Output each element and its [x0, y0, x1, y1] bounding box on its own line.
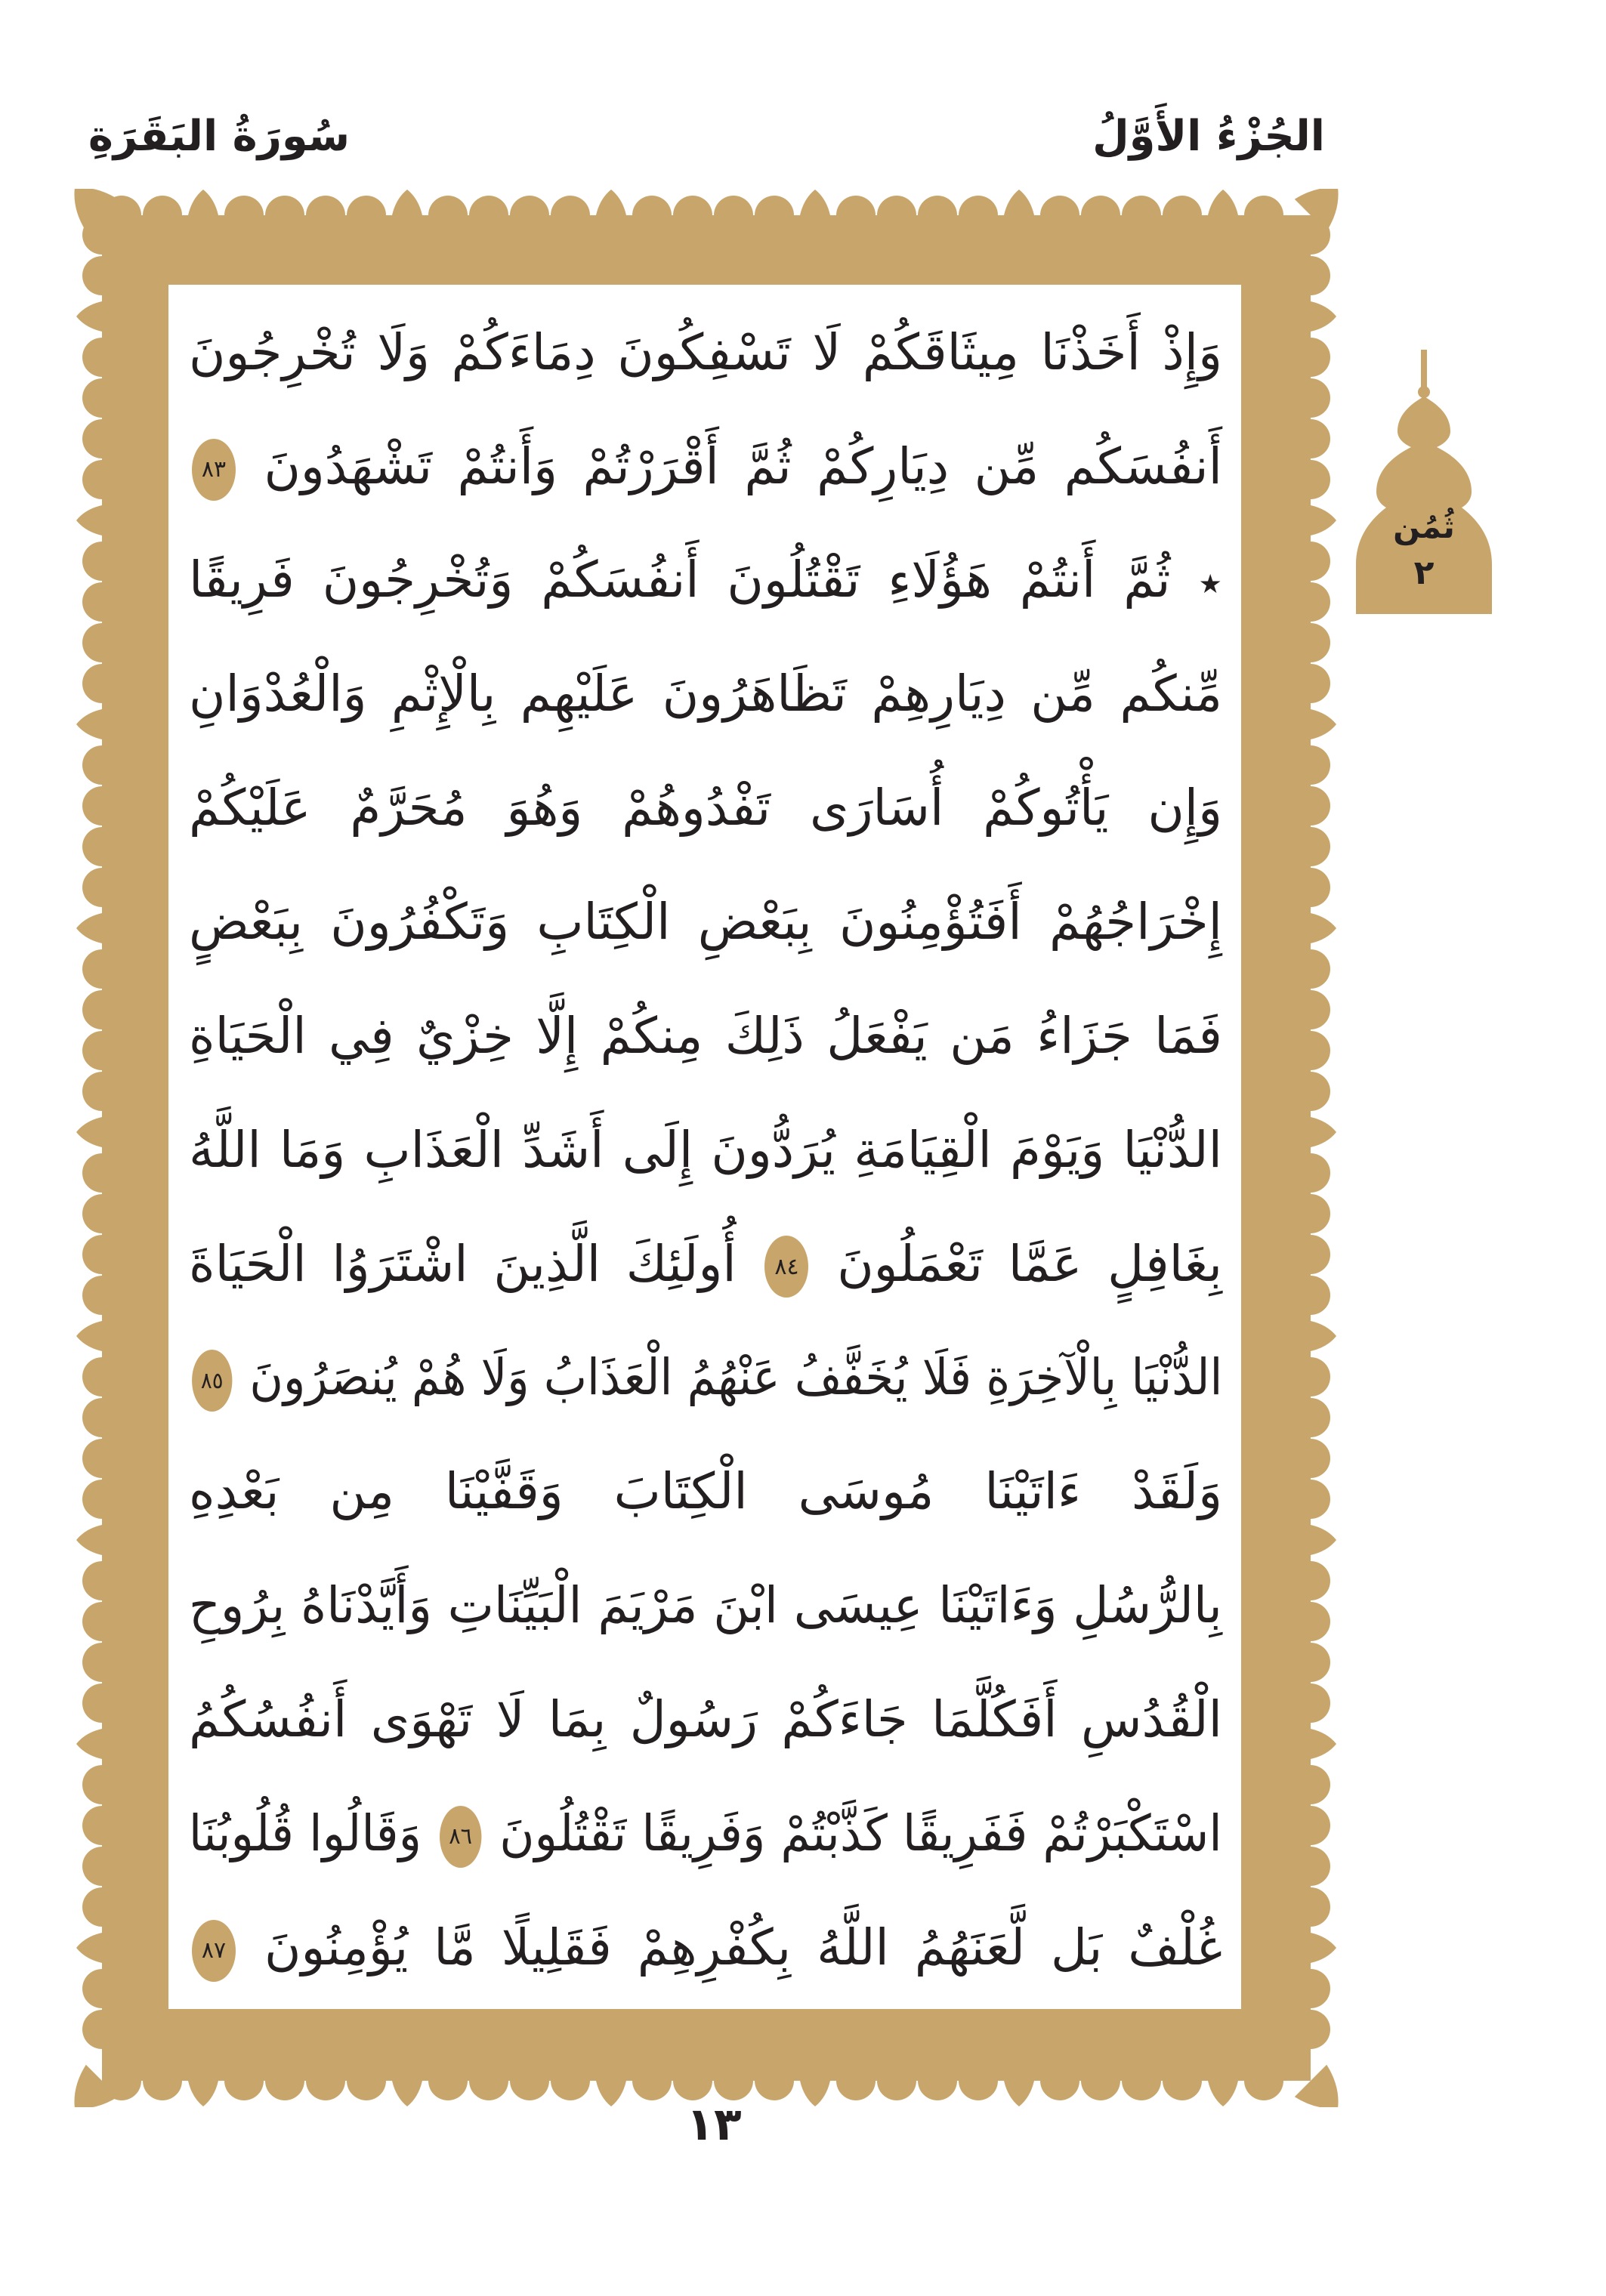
- quran-line-content: [189, 1795, 1222, 1872]
- quran-line: [189, 748, 1222, 862]
- quran-line: [189, 521, 1222, 634]
- quran-line-content: [189, 1339, 1222, 1416]
- page-number: ١٣: [686, 2098, 742, 2151]
- ayah-text: الدُّنْيَا بِالْآخِرَةِ فَلَا يُخَفَّفُ عَنْهُمُ الْعَذَابُ وَلَا هُمْ يُنصَرُونَ: [249, 1348, 1223, 1407]
- ayah-text: وَقَالُوا قُلُوبُنَا: [189, 1804, 422, 1862]
- quran-line: [189, 1205, 1222, 1318]
- quran-line-content: [189, 770, 1222, 847]
- quran-line-content: [189, 1226, 1222, 1303]
- quran-line-content: [189, 1567, 1222, 1644]
- quran-line-content: [189, 428, 1222, 505]
- hizb-star-icon: ٭: [1198, 557, 1222, 609]
- ayah-text: فَمَا جَزَاءُ مَن يَفْعَلُ ذَلِكَ مِنكُمْ إِلَّا خِزْيٌ فِي الْحَيَاةِ: [189, 1006, 1222, 1065]
- verse-number-badge: ٨٤: [764, 1236, 808, 1298]
- quran-line-content: [189, 314, 1222, 391]
- hizb-quarter-marker: [1337, 344, 1511, 623]
- quran-line: [189, 1091, 1222, 1204]
- verse-number-badge: ٨٦: [440, 1806, 481, 1868]
- ayah-text: أُولَئِكَ الَّذِينَ اشْتَرَوُا الْحَيَاةَ: [189, 1234, 737, 1293]
- ayah-text: الْقُدُسِ أَفَكُلَّمَا جَاءَكُمْ رَسُولٌ بِمَا لَا تَهْوَى أَنفُسُكُمُ: [189, 1690, 1222, 1748]
- quran-line: [189, 1432, 1222, 1545]
- ayah-text: إِخْرَاجُهُمْ أَفَتُؤْمِنُونَ بِبَعْضِ الْكِتَابِ وَتَكْفُرُونَ بِبَعْضٍ: [189, 893, 1222, 951]
- ayah-text: مِّنكُم مِّن دِيَارِهِمْ تَظَاهَرُونَ عَلَيْهِم بِالْإِثْمِ وَالْعُدْوَانِ: [189, 665, 1222, 724]
- quran-line-content: [189, 884, 1222, 961]
- quran-line-content: [189, 1453, 1222, 1530]
- verse-number-badge: ٨٣: [192, 439, 236, 501]
- quran-line: [189, 1319, 1222, 1432]
- ayah-text: بِغَافِلٍ عَمَّا تَعْمَلُونَ: [837, 1234, 1222, 1293]
- juz-title: الجُزْءُ الأَوَّلُ: [1092, 112, 1325, 161]
- quran-line: [189, 863, 1222, 976]
- quran-line-content: [189, 1112, 1222, 1189]
- ayah-text: أَنفُسَكُم مِّن دِيَارِكُمْ ثُمَّ أَقْرَرْتُمْ وَأَنتُمْ تَشْهَدُونَ: [264, 437, 1222, 495]
- ayah-text: الدُّنْيَا وَيَوْمَ الْقِيَامَةِ يُرَدُّونَ إِلَى أَشَدِّ الْعَذَابِ وَمَا اللَّهُ: [189, 1120, 1222, 1179]
- verse-number-badge: ٨٧: [192, 1920, 236, 1982]
- thumn-number: ٢: [1413, 554, 1435, 592]
- quran-line: [189, 1660, 1222, 1773]
- surah-title: سُورَةُ البَقَرَةِ: [88, 112, 351, 161]
- quran-line: [189, 635, 1222, 748]
- quran-line-content: [189, 1681, 1222, 1758]
- thumn-label: ثُمُن: [1393, 508, 1455, 545]
- quran-line-content: [189, 998, 1222, 1075]
- ayah-text: ثُمَّ أَنتُمْ هَؤُلَاءِ تَقْتُلُونَ أَنفُسَكُمْ وَتُخْرِجُونَ فَرِيقًا: [189, 551, 1171, 609]
- ayah-text: وَلَقَدْ ءَاتَيْنَا مُوسَى الْكِتَابَ وَقَفَّيْنَا مِن بَعْدِهِ: [189, 1462, 1222, 1521]
- ayah-text: غُلْفٌ بَل لَّعَنَهُمُ اللَّهُ بِكُفْرِهِمْ فَقَلِيلًا مَّا يُؤْمِنُونَ: [264, 1918, 1222, 1977]
- quran-line: [189, 1888, 1222, 2001]
- ayah-text: بِالرُّسُلِ وَءَاتَيْنَا عِيسَى ابْنَ مَرْيَمَ الْبَيِّنَاتِ وَأَيَّدْنَاهُ بِرُوحِ: [189, 1576, 1222, 1635]
- ayah-text: وَإِذْ أَخَذْنَا مِيثَاقَكُمْ لَا تَسْفِكُونَ دِمَاءَكُمْ وَلَا تُخْرِجُونَ: [189, 322, 1222, 381]
- verse-number-badge: ٨٥: [192, 1350, 232, 1412]
- quran-line: [189, 977, 1222, 1090]
- quran-line: [189, 1774, 1222, 1887]
- quran-text-area: [189, 293, 1222, 2001]
- quran-line: [189, 407, 1222, 520]
- quran-line: [189, 293, 1222, 406]
- ayah-text: وَإِن يَأْتُوكُمْ أُسَارَى تَفْدُوهُمْ وَهُوَ مُحَرَّمٌ عَلَيْكُمْ: [189, 779, 1222, 838]
- quran-line-content: [189, 542, 1222, 619]
- ayah-text: اسْتَكْبَرْتُمْ فَفَرِيقًا كَذَّبْتُمْ وَفَرِيقًا تَقْتُلُونَ: [499, 1804, 1222, 1862]
- quran-line-content: [189, 1909, 1222, 1986]
- quran-line: [189, 1546, 1222, 1659]
- quran-line-content: [189, 656, 1222, 733]
